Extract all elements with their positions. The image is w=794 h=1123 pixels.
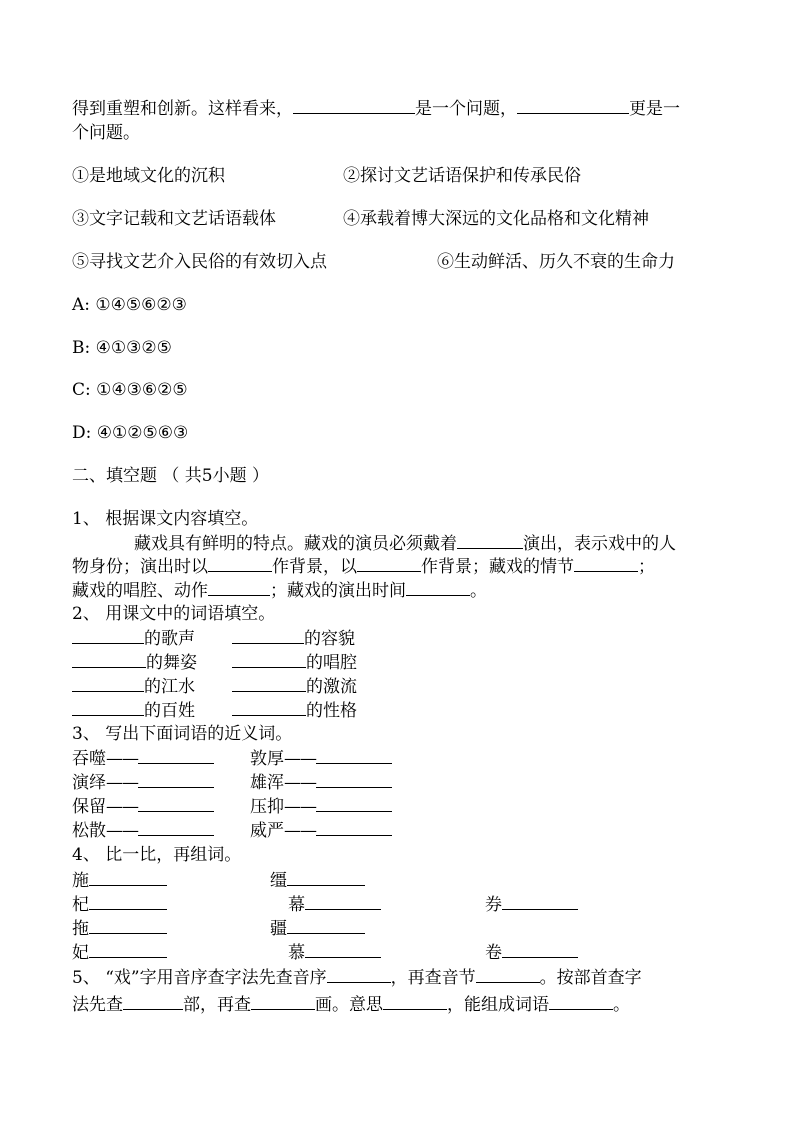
q1-text: 作背景，以	[272, 557, 357, 577]
q3-dash: ——	[106, 821, 138, 841]
answer-blank[interactable]	[138, 748, 214, 764]
item-6: ⑥生动鲜活、历久不衰的生命力	[437, 252, 675, 272]
q4-cell	[270, 870, 365, 891]
q4-cell	[72, 918, 167, 939]
q1-line-1	[134, 533, 676, 554]
option-a[interactable]: A: ①④⑤⑥②③	[72, 295, 187, 315]
q3-word: 松散	[72, 821, 106, 841]
item-1: ①是地域文化的沉积	[72, 166, 225, 186]
q5-text: ，能组成词语	[447, 995, 549, 1015]
answer-blank[interactable]	[208, 580, 270, 596]
intro-line-1	[72, 98, 680, 119]
q2-word: 的唱腔	[306, 653, 357, 673]
q4-cell	[485, 894, 578, 915]
q2-word: 的容貌	[304, 629, 355, 649]
q3-word: 压抑	[250, 797, 284, 817]
answer-blank[interactable]	[517, 98, 629, 114]
answer-blank[interactable]	[574, 556, 638, 572]
q3-dash: ——	[284, 821, 316, 841]
q2-title: 2、 用课文中的词语填空。	[72, 604, 276, 624]
q5-text: 部，再查	[183, 995, 251, 1015]
q4-char: 杞	[72, 895, 89, 915]
option-b[interactable]: B: ④①③②⑤	[72, 338, 172, 358]
q1-text: 演出，表示戏中的人	[523, 534, 676, 554]
q3-word: 雄浑	[250, 773, 284, 793]
q3-word: 敦厚	[250, 749, 284, 769]
answer-blank[interactable]	[316, 772, 392, 788]
answer-blank[interactable]	[232, 676, 306, 692]
q1-text: 作背景；藏戏的情节	[421, 557, 574, 577]
q5-text: 法先查	[72, 995, 123, 1015]
q4-char: 慕	[288, 943, 305, 963]
q2-row-2-left	[72, 652, 197, 673]
answer-blank[interactable]	[232, 628, 304, 644]
q4-char: 施	[72, 871, 89, 891]
section-heading: 二、填空题 （ 共5小题 ）	[72, 466, 270, 486]
answer-blank[interactable]	[89, 942, 167, 958]
q3-row-2-right	[250, 772, 392, 793]
q2-word: 的江水	[144, 677, 195, 697]
q2-row-1-left	[72, 628, 195, 649]
q3-row-3-right	[250, 796, 392, 817]
q5-line-1	[72, 967, 642, 988]
q1-text: ；	[638, 557, 655, 577]
answer-blank[interactable]	[89, 894, 167, 910]
q1-title: 1、 根据课文内容填空。	[72, 509, 259, 529]
q4-cell	[72, 942, 167, 963]
answer-blank[interactable]	[232, 700, 306, 716]
item-3: ③文字记载和文艺话语载体	[72, 209, 276, 229]
answer-blank[interactable]	[383, 994, 447, 1010]
q5-text: 。按部首查字	[539, 968, 642, 988]
q4-char: 幕	[288, 895, 305, 915]
answer-blank[interactable]	[305, 894, 381, 910]
q4-char: 缰	[270, 871, 287, 891]
q5-text: 画。意思	[315, 995, 383, 1015]
answer-blank[interactable]	[549, 994, 613, 1010]
answer-blank[interactable]	[72, 676, 144, 692]
answer-blank[interactable]	[232, 652, 306, 668]
q2-word: 的舞姿	[146, 653, 197, 673]
answer-blank[interactable]	[357, 556, 421, 572]
q4-title: 4、 比一比，再组词。	[72, 845, 242, 865]
answer-blank[interactable]	[89, 918, 167, 934]
intro-line-2: 个问题。	[72, 123, 140, 143]
answer-blank[interactable]	[316, 748, 392, 764]
q3-dash: ——	[106, 749, 138, 769]
q4-char: 疆	[270, 919, 287, 939]
q5-text: ，再查音节	[390, 968, 476, 988]
answer-blank[interactable]	[123, 994, 183, 1010]
option-c[interactable]: C: ①④③⑥②⑤	[72, 380, 188, 400]
q3-row-1-right	[250, 748, 392, 769]
q5-text: 。	[613, 995, 630, 1015]
q2-word: 的百姓	[144, 701, 195, 721]
intro-text-3: 更是一	[629, 99, 680, 119]
q4-cell	[72, 870, 167, 891]
answer-blank[interactable]	[457, 533, 523, 549]
q2-row-3-left	[72, 676, 195, 697]
intro-text-1: 得到重塑和创新。这样看来，	[72, 99, 293, 119]
answer-blank[interactable]	[476, 967, 540, 983]
q2-row-4-left	[72, 700, 195, 721]
q3-dash: ——	[106, 773, 138, 793]
answer-blank[interactable]	[327, 967, 391, 983]
answer-blank[interactable]	[287, 918, 365, 934]
q4-cell	[270, 918, 365, 939]
q4-char: 拖	[72, 919, 89, 939]
q2-row-3-right	[232, 676, 357, 697]
q4-char: 妃	[72, 943, 89, 963]
answer-blank[interactable]	[208, 556, 272, 572]
q1-text: ；藏戏的演出时间	[270, 581, 406, 601]
q1-line-3	[72, 580, 487, 601]
q2-word: 的激流	[306, 677, 357, 697]
q1-line-2	[72, 556, 655, 577]
q2-row-2-right	[232, 652, 357, 673]
q4-cell	[288, 894, 381, 915]
q3-row-4-right	[250, 820, 392, 841]
answer-blank[interactable]	[305, 942, 381, 958]
q1-text: 物身份；演出时以	[72, 557, 208, 577]
answer-blank[interactable]	[72, 652, 146, 668]
answer-blank[interactable]	[502, 894, 578, 910]
q3-dash: ——	[284, 797, 316, 817]
answer-blank[interactable]	[72, 628, 144, 644]
q4-char: 券	[485, 895, 502, 915]
q1-text: 藏戏具有鲜明的特点。藏戏的演员必须戴着	[134, 534, 457, 554]
q1-text: 藏戏的唱腔、动作	[72, 581, 208, 601]
q3-title: 3、 写出下面词语的近义词。	[72, 724, 293, 744]
answer-blank[interactable]	[502, 942, 578, 958]
answer-blank[interactable]	[251, 994, 315, 1010]
q4-cell	[72, 894, 167, 915]
q3-dash: ——	[106, 797, 138, 817]
answer-blank[interactable]	[287, 870, 365, 886]
item-5: ⑤寻找文艺介入民俗的有效切入点	[72, 252, 327, 272]
answer-blank[interactable]	[89, 870, 167, 886]
q5-line-2	[72, 994, 630, 1015]
q3-dash: ——	[284, 749, 316, 769]
q3-word: 威严	[250, 821, 284, 841]
intro-text-2: 是一个问题，	[415, 99, 517, 119]
q3-row-2-left	[72, 772, 214, 793]
q3-row-3-left	[72, 796, 214, 817]
q3-word: 吞噬	[72, 749, 106, 769]
answer-blank[interactable]	[138, 772, 214, 788]
q3-word: 演绎	[72, 773, 106, 793]
item-2: ②探讨文艺话语保护和传承民俗	[343, 166, 581, 186]
q2-word: 的性格	[306, 701, 357, 721]
q4-cell	[485, 942, 578, 963]
q2-row-4-right	[232, 700, 357, 721]
item-4: ④承载着博大深远的文化品格和文化精神	[343, 209, 649, 229]
q3-word: 保留	[72, 797, 106, 817]
answer-blank[interactable]	[72, 700, 144, 716]
answer-blank[interactable]	[138, 796, 214, 812]
option-d[interactable]: D: ④①②⑤⑥③	[72, 423, 189, 443]
q4-char: 卷	[485, 943, 502, 963]
answer-blank[interactable]	[138, 820, 214, 836]
q4-cell	[288, 942, 381, 963]
q3-row-1-left	[72, 748, 214, 769]
q2-row-1-right	[232, 628, 355, 649]
q1-text: 。	[470, 581, 487, 601]
q2-word: 的歌声	[144, 629, 195, 649]
q5-text: 5、 “戏”字用音序查字法先查音序	[72, 968, 327, 988]
answer-blank[interactable]	[293, 98, 415, 114]
answer-blank[interactable]	[406, 580, 470, 596]
q3-row-4-left	[72, 820, 214, 841]
answer-blank[interactable]	[316, 820, 392, 836]
answer-blank[interactable]	[316, 796, 392, 812]
q3-dash: ——	[284, 773, 316, 793]
